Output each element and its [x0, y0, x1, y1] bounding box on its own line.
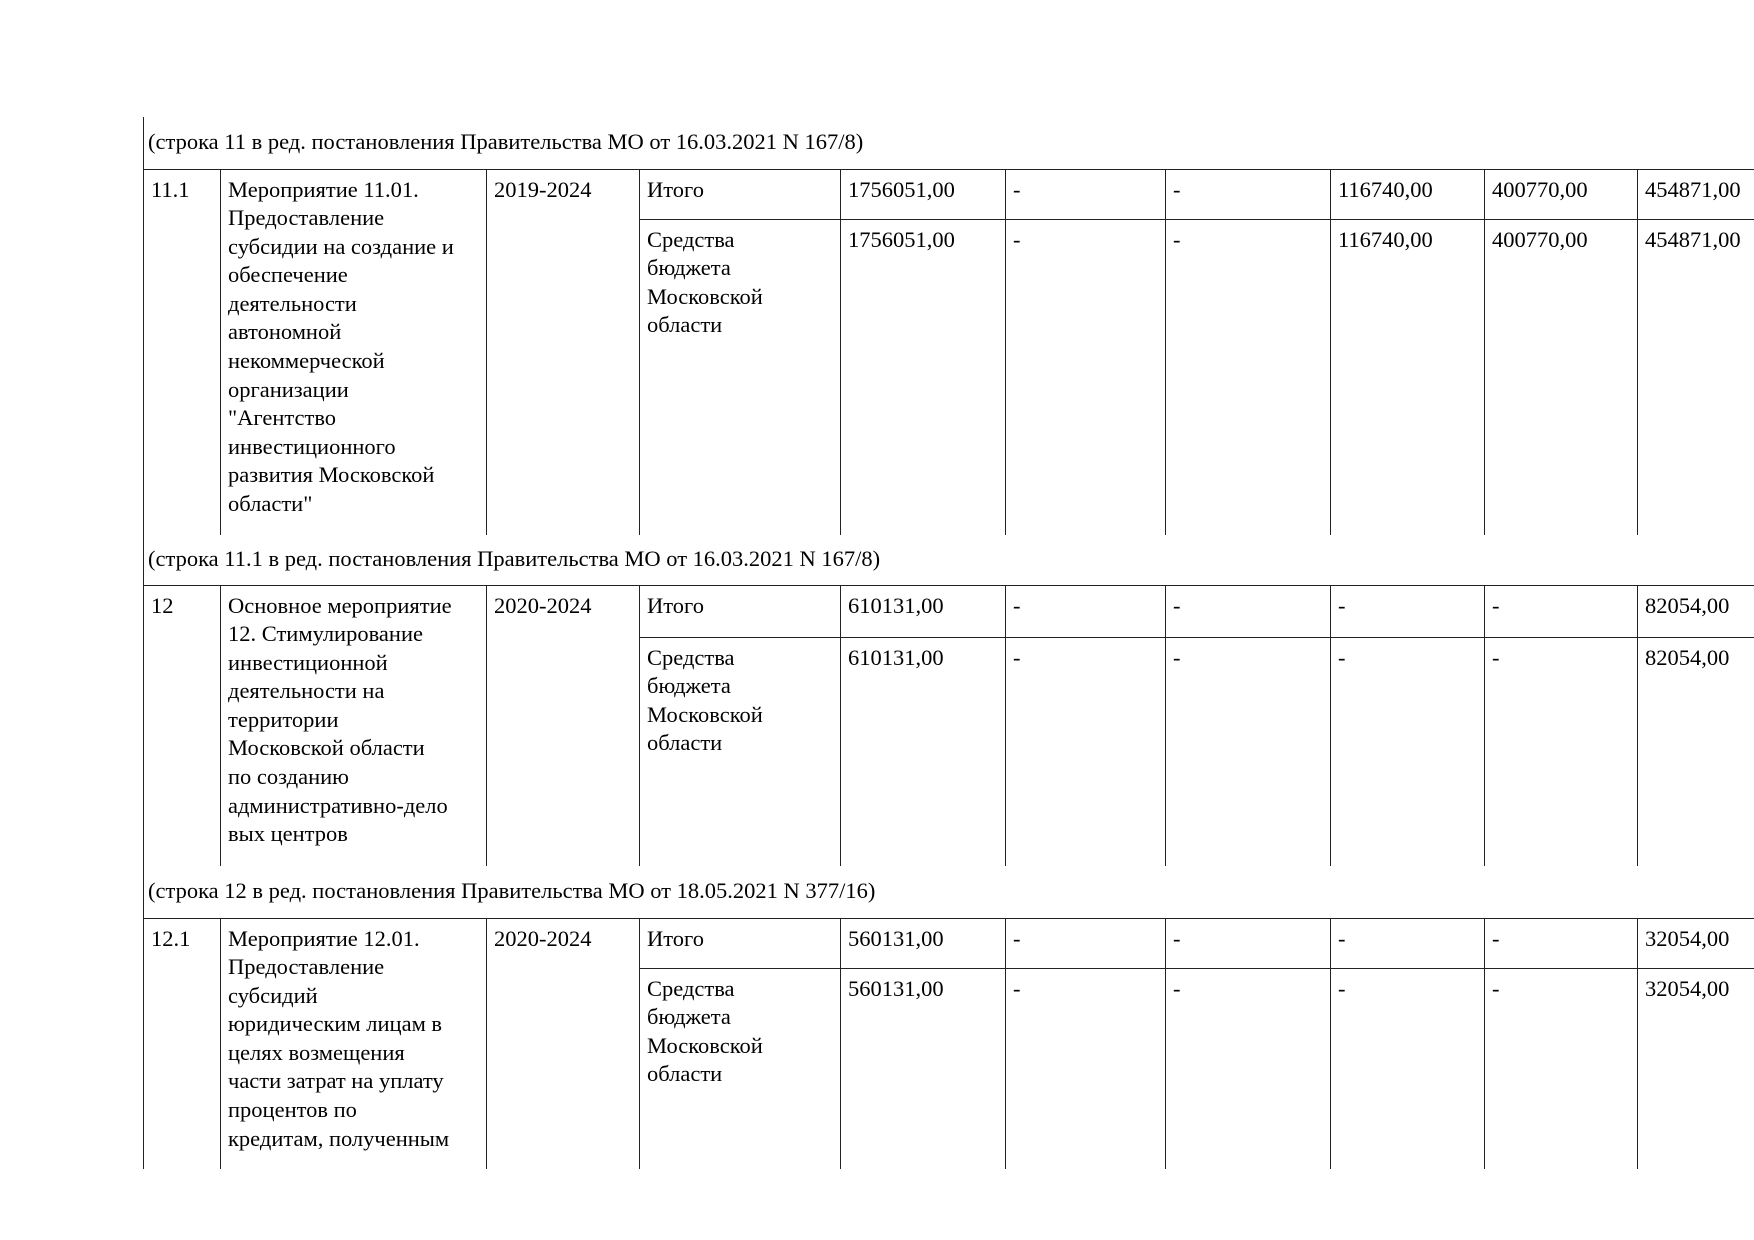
table-row — [144, 585, 1754, 637]
budget-table — [143, 117, 1754, 1169]
activity-name: Основное мероприятие 12. Стимулирование инвестиционной деятельности на территории Московской области по созданию административно-дело вых центров — [221, 585, 487, 866]
amount-cell: 1756051,00 — [841, 219, 1006, 535]
amount-cell: - — [1006, 968, 1166, 1169]
amount-cell: 116740,00 — [1331, 219, 1485, 535]
amount-cell: 454871,00 — [1638, 169, 1754, 219]
period: 2020-2024 — [487, 918, 640, 1169]
amount-cell: - — [1485, 918, 1638, 968]
funding-source: Средства бюджета Московской области — [640, 968, 841, 1169]
amendment-note: (строка 11 в ред. постановления Правительства МО от 16.03.2021 N 167/8) — [144, 117, 1754, 169]
amount-cell: 610131,00 — [841, 585, 1006, 637]
amount-cell: - — [1485, 637, 1638, 866]
amount-cell: 82054,00 — [1638, 637, 1754, 866]
amount-cell: 560131,00 — [841, 918, 1006, 968]
amount-cell: - — [1166, 918, 1331, 968]
amount-cell: - — [1006, 219, 1166, 535]
amount-cell: 1756051,00 — [841, 169, 1006, 219]
funding-source: Итого — [640, 585, 841, 637]
amount-cell: - — [1166, 219, 1331, 535]
amendment-note-row — [144, 866, 1754, 918]
amount-cell: - — [1166, 637, 1331, 866]
amount-cell: 400770,00 — [1485, 219, 1638, 535]
amount-cell: - — [1331, 585, 1485, 637]
amount-cell: - — [1006, 918, 1166, 968]
row-number: 12 — [144, 585, 221, 866]
amendment-note-row — [144, 535, 1754, 585]
amount-cell: - — [1006, 637, 1166, 866]
amount-cell: 400770,00 — [1485, 169, 1638, 219]
period: 2019-2024 — [487, 169, 640, 535]
amount-cell: 560131,00 — [841, 968, 1006, 1169]
amount-cell: 82054,00 — [1638, 585, 1754, 637]
amendment-note: (строка 11.1 в ред. постановления Правительства МО от 16.03.2021 N 167/8) — [144, 535, 1754, 585]
amount-cell: - — [1006, 585, 1166, 637]
amount-cell: - — [1166, 169, 1331, 219]
activity-name: Мероприятие 11.01. Предоставление субсидии на создание и обеспечение деятельности автономной некоммерческой организации "Агентство инвестиционного развития Московской области" — [221, 169, 487, 535]
amendment-note-row — [144, 117, 1754, 169]
amount-cell: 32054,00 — [1638, 918, 1754, 968]
amount-cell: - — [1166, 585, 1331, 637]
table-row — [144, 169, 1754, 219]
amount-cell: 116740,00 — [1331, 169, 1485, 219]
amount-cell: - — [1006, 169, 1166, 219]
amount-cell: 610131,00 — [841, 637, 1006, 866]
funding-source: Средства бюджета Московской области — [640, 637, 841, 866]
amount-cell: - — [1485, 585, 1638, 637]
table-row — [144, 918, 1754, 968]
activity-name: Мероприятие 12.01. Предоставление субсидий юридическим лицам в целях возмещения части затрат на уплату процентов по кредитам, полученным — [221, 918, 487, 1169]
funding-source: Средства бюджета Московской области — [640, 219, 841, 535]
funding-source: Итого — [640, 169, 841, 219]
amount-cell: 32054,00 — [1638, 968, 1754, 1169]
amendment-note: (строка 12 в ред. постановления Правительства МО от 18.05.2021 N 377/16) — [144, 866, 1754, 918]
row-number: 11.1 — [144, 169, 221, 535]
funding-source: Итого — [640, 918, 841, 968]
amount-cell: - — [1331, 918, 1485, 968]
amount-cell: - — [1485, 968, 1638, 1169]
amount-cell: - — [1166, 968, 1331, 1169]
amount-cell: - — [1331, 637, 1485, 866]
row-number: 12.1 — [144, 918, 221, 1169]
amount-cell: 454871,00 — [1638, 219, 1754, 535]
period: 2020-2024 — [487, 585, 640, 866]
amount-cell: - — [1331, 968, 1485, 1169]
